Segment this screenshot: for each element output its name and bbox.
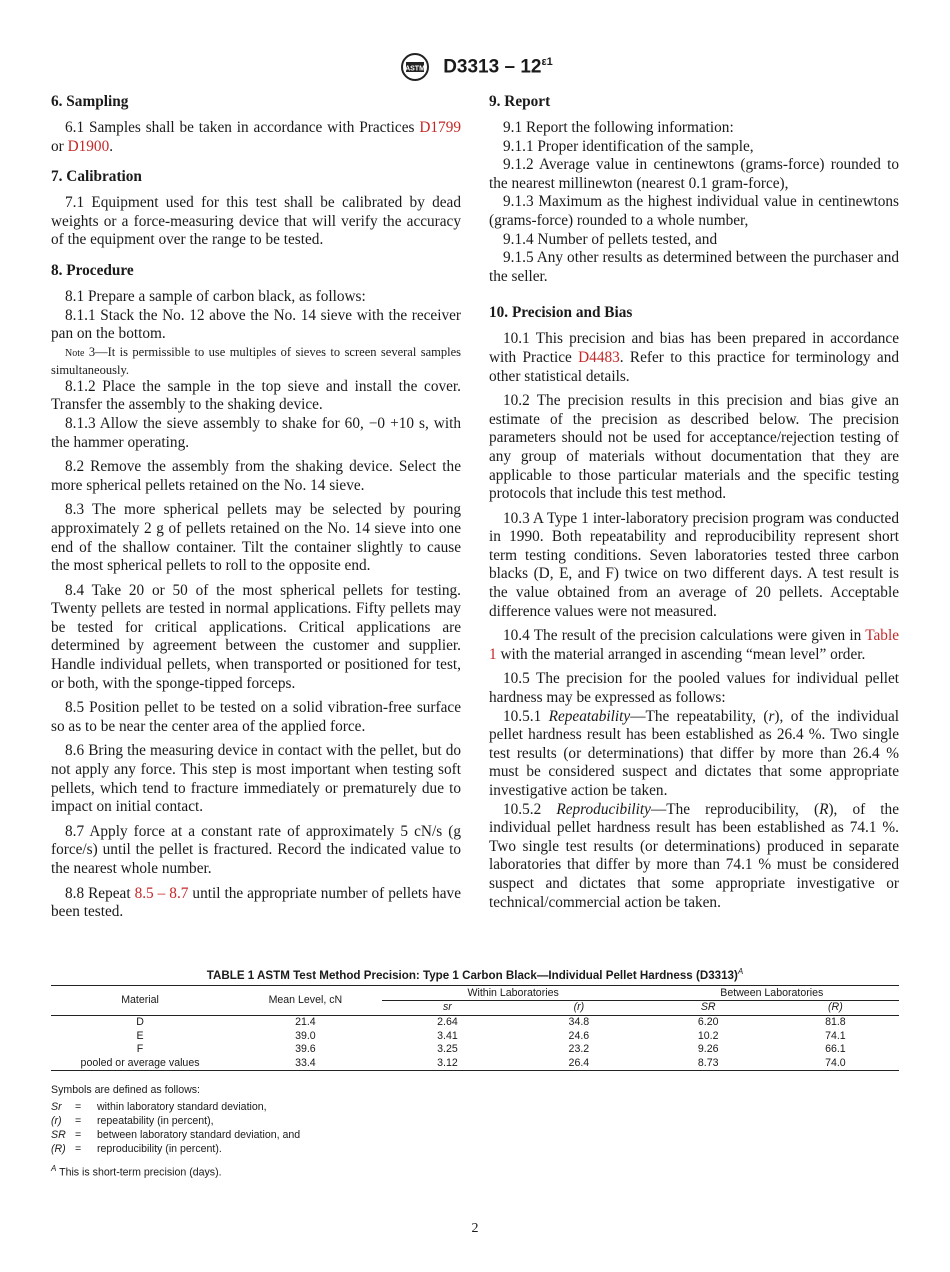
- cell: 3.12: [382, 1057, 513, 1071]
- paragraph: 8.7 Apply force at a constant rate of approximately 5 cN/s (g force/s) until the pellet is fractured. Record the indicated value to the nearest whole number.: [51, 822, 461, 877]
- cell: 24.6: [568, 1029, 590, 1042]
- cell: F: [136, 1043, 144, 1056]
- cell: 2.64: [437, 1016, 458, 1029]
- table-footnote: $^A$ This is short-term precision (days).: [51, 1164, 222, 1179]
- col-header-R: (R): [772, 1001, 899, 1016]
- paragraph: 10.3 A Type 1 inter-laboratory precision program was conducted in 1990. Both repeatability and reproducibility represent short term testing conditions. Seven laboratories tested three carbon blacks (D, E, and F) twice on two different days. A test result is the value obtained from an average of 20 pellets. Acceptable difference values were not measured.: [489, 509, 899, 620]
- cell: E: [136, 1029, 144, 1042]
- section-heading: 7. Calibration: [51, 168, 142, 186]
- symbols-intro: Symbols are defined as follows:: [51, 1084, 200, 1097]
- cell: 10.2: [697, 1029, 719, 1042]
- paragraph: 8.1.3 Allow the sieve assembly to shake for 60, −0 +10 s, with the hammer operating.: [51, 414, 461, 451]
- page-number: 2: [471, 1221, 479, 1236]
- ref-link[interactable]: D1900: [67, 137, 110, 155]
- precision-table: [51, 985, 899, 1072]
- paragraph: 9.1.1 Proper identification of the sample,: [503, 137, 754, 155]
- paragraph: 8.1 Prepare a sample of carbon black, as follows:: [65, 287, 366, 305]
- document-designation: $D3313 - 12^{\varepsilon 1}$: [443, 55, 553, 78]
- astm-logo-icon: [397, 52, 433, 82]
- paragraph: 8.3 The more spherical pellets may be selected by pouring approximately 2 g of pellets retained on the No. 14 sieve into one end of the shallow container. Tilt the container slightly to cause the most spherical pellets to roll to the opposite end.: [51, 501, 461, 575]
- table-row: [51, 1030, 899, 1044]
- page-header: [0, 52, 950, 82]
- right-column: [489, 92, 899, 912]
- cell: 34.8: [568, 1016, 590, 1029]
- cell: 8.73: [645, 1057, 772, 1071]
- cell: 23.2: [568, 1043, 590, 1056]
- cell: 3.41: [437, 1029, 458, 1042]
- paragraph: 9.1.5 Any other results as determined between the purchaser and the seller.: [489, 249, 899, 285]
- section-heading: 10. Precision and Bias: [489, 304, 633, 322]
- symbol-definitions: [51, 1083, 899, 1156]
- cell: 9.26: [697, 1043, 719, 1056]
- paragraph: 8.5 Position pellet to be tested on a solid vibration-free surface so as to be near the center area of the applied force.: [51, 699, 461, 735]
- cell: 39.6: [295, 1043, 316, 1056]
- section-heading: 8. Procedure: [51, 261, 134, 279]
- ref-link[interactable]: 8.5 – 8.7: [134, 884, 189, 902]
- precision-table-section: [51, 967, 899, 1179]
- paragraph: 8.1.1 Stack the No. 12 above the No. 14 sieve with the receiver pan on the bottom.: [51, 306, 461, 343]
- cell: 3.25: [437, 1043, 458, 1056]
- paragraph: 6.1 Samples shall be taken in accordance with Practices D1799 or D1900.: [51, 119, 461, 155]
- table-row: [51, 1057, 899, 1071]
- cell: 21.4: [295, 1016, 316, 1029]
- paragraph: 9.1.2 Average value in centinewtons (grams-force) rounded to the nearest millinewton (nearest 0.1 gram-force),: [489, 156, 899, 192]
- ref-link[interactable]: Table 1: [489, 627, 899, 663]
- cell: 33.4: [229, 1057, 382, 1071]
- ref-link[interactable]: D1799: [419, 119, 461, 136]
- cell: 6.20: [697, 1016, 719, 1029]
- symbol-row: Sr = within laboratory standard deviation,: [51, 1101, 267, 1114]
- table-row: [51, 1043, 899, 1057]
- cell: 74.0: [772, 1057, 899, 1071]
- cell: 66.1: [825, 1043, 846, 1056]
- paragraph: 10.1 This precision and bias has been prepared in accordance with Practice D4483. Refer to this practice for terminology and other statistical details.: [489, 330, 899, 385]
- cell: 81.8: [825, 1016, 846, 1029]
- paragraph: 8.8 Repeat 8.5 – 8.7 until the appropriate number of pellets have been tested.: [51, 884, 461, 921]
- paragraph: 8.4 Take 20 or 50 of the most spherical pellets for testing. Twenty pellets are tested in normal applications. Fifty pellets may be tested for critical applications. Critical applications are determined by agreement between the customer and supplier. Handle individual pellets, when transported or positioned for test, or both, with the sponge-tipped forceps.: [51, 581, 461, 692]
- table-title: TABLE 1 ASTM Test Method Precision: Type 1 Carbon Black—Individual Pellet Hardness $(D3313)^A$: [206, 967, 744, 982]
- paragraph: 9.1.4 Number of pellets tested, and: [503, 230, 718, 248]
- cell: 74.1: [825, 1029, 846, 1042]
- ref-link[interactable]: D4483: [578, 348, 620, 366]
- paragraph: 8.6 Bring the measuring device in contact with the pellet, but do not apply any force. This step is most important when testing soft pellets, which tend to fracture immediately or prematurely due to impact on initial contact.: [51, 742, 461, 816]
- paragraph: 9.1.3 Maximum as the highest individual value in centinewtons (grams-force) rounded to a whole number,: [489, 193, 899, 229]
- col-header-mean-level: Mean Level, cN: [229, 985, 382, 1015]
- col-header-SR: SR: [645, 1001, 772, 1016]
- section-heading: 6. Sampling: [51, 93, 129, 110]
- paragraph: 8.1.2 Place the sample in the top sieve and install the cover. Transfer the assembly to the shaking device.: [51, 377, 461, 414]
- symbol-row: (R) = reproducibility (in percent).: [51, 1143, 222, 1156]
- paragraph: 10.5.2 Reproducibility—The reproducibility, (R), of the individual pellet hardness result has been established as 74.1 %. Two single test results (or determinations) produced in separate laboratories that differ by more than 74.1 % must be considered suspect and dictates that some appropriate investigative or technical/commercial action be taken.: [489, 800, 899, 911]
- symbol-row: SR = between laboratory standard deviation, and: [51, 1129, 301, 1142]
- col-header-sr: sr: [382, 1001, 513, 1016]
- col-header-r: (r): [513, 1001, 644, 1016]
- symbol-row: (r) = repeatability (in percent),: [51, 1115, 214, 1128]
- paragraph: 10.4 The result of the precision calculations were given in Table 1 with the material arranged in ascending “mean level” order.: [489, 627, 899, 663]
- svg-text:ASTM: ASTM: [405, 65, 426, 73]
- section-heading: 9. Report: [489, 93, 551, 110]
- left-column: [51, 92, 461, 922]
- col-group-between: Between Laboratories: [645, 985, 899, 1001]
- table-row: [51, 1016, 899, 1030]
- col-header-material: Material: [51, 985, 229, 1015]
- col-group-within: Within Laboratories: [382, 985, 645, 1001]
- paragraph: 10.5 The precision for the pooled values for individual pellet hardness may be expressed as follows:: [489, 670, 899, 707]
- cell: D: [136, 1016, 144, 1029]
- note: Note 3—It is permissible to use multiples of sieves to screen several samples simultaneously.: [51, 344, 461, 377]
- paragraph: 7.1 Equipment used for this test shall be calibrated by dead weights or a force-measuring device that will verify the accuracy of the equipment over the range to be tested.: [51, 194, 461, 249]
- paragraph: 10.2 The precision results in this precision and bias give an estimate of the precision as described below. The precision parameters should not be used for acceptance/rejection testing of any group of materials without documentation that they are applicable to those particular materials and the specific testing protocols that include this test method.: [489, 392, 899, 503]
- cell: 26.4: [513, 1057, 644, 1071]
- paragraph: 9.1 Report the following information:: [503, 119, 734, 136]
- paragraph: 10.5.1 Repeatability—The repeatability, (r), of the individual pellet hardness result has been established as 26.4 %. Two single test results (or determinations) that differ by more than 26.4 % must be considered suspect and dictates that some appropriate investigative action be taken.: [489, 707, 899, 799]
- paragraph: 8.2 Remove the assembly from the shaking device. Select the more spherical pellets retained on the No. 14 sieve.: [51, 458, 461, 494]
- cell: 39.0: [295, 1029, 316, 1042]
- cell: pooled or average values: [51, 1057, 229, 1071]
